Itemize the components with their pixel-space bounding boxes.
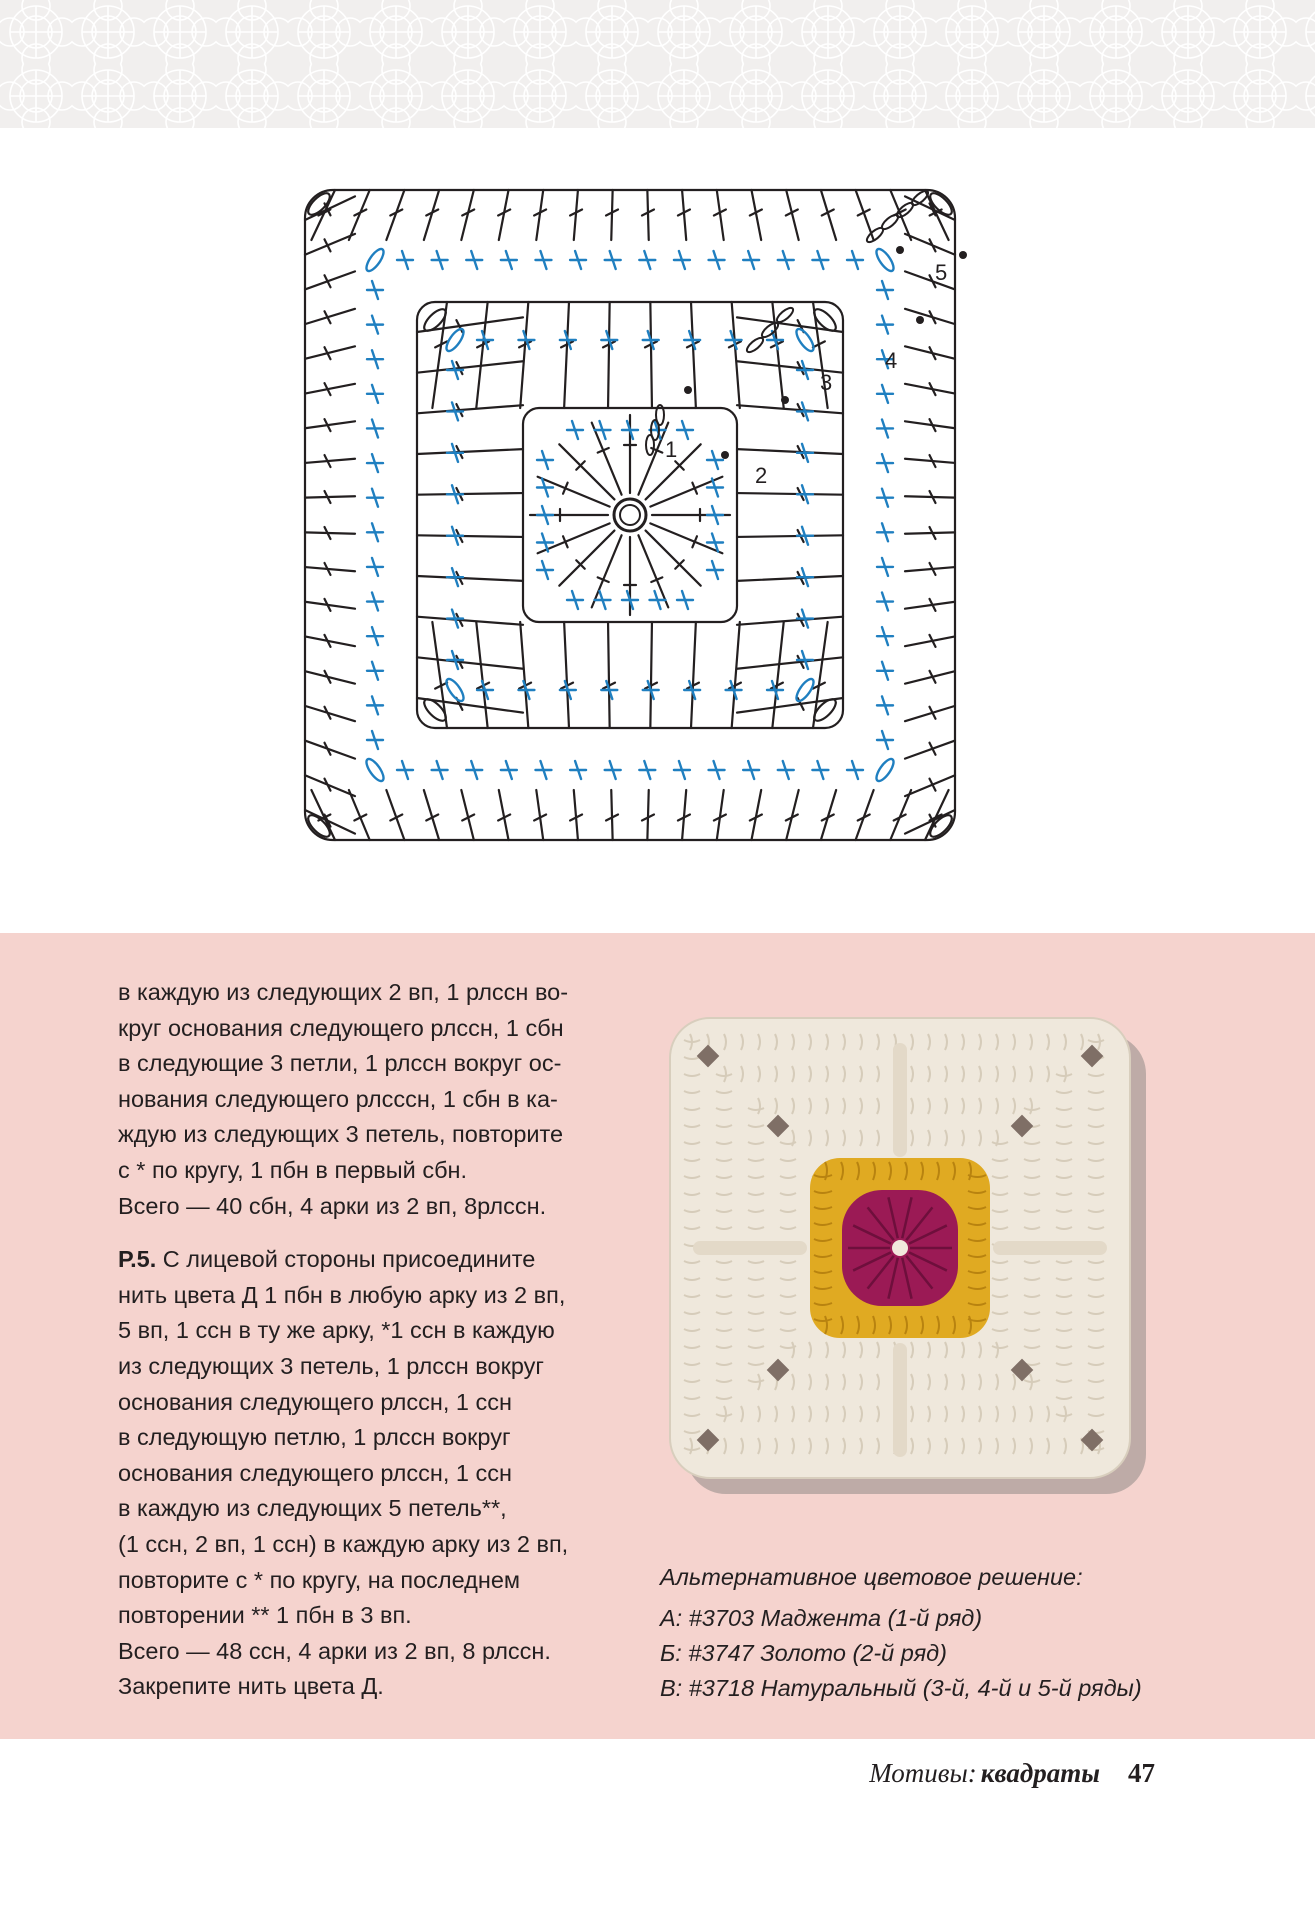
crochet-chart-diagram bbox=[295, 180, 995, 856]
caption-title: Альтернативное цветовое решение: bbox=[660, 1564, 1083, 1590]
row-label-2: 2 bbox=[755, 463, 768, 488]
instruction-line: в следующую петлю, 1 рлссн вокруг bbox=[118, 1424, 511, 1451]
instruction-line: Всего — 48 ссн, 4 арки из 2 вп, 8 рлссн. bbox=[118, 1637, 551, 1664]
center-hole bbox=[892, 1240, 908, 1256]
instruction-line: основания следующего рлссн, 1 ссн bbox=[118, 1459, 513, 1486]
pattern-instructions bbox=[118, 975, 638, 1705]
footer-topic: квадраты bbox=[980, 1758, 1100, 1788]
outer-row-frame bbox=[305, 190, 955, 840]
lace-pattern bbox=[0, 0, 1315, 128]
instruction-block-1 bbox=[118, 975, 638, 1224]
instruction-line: повторении ** 1 пбн в 3 вп. bbox=[118, 1602, 412, 1629]
crochet-square-photo bbox=[660, 1010, 1165, 1515]
caption-line: Б: #3747 Золото (2-й ряд) bbox=[660, 1640, 947, 1666]
decorative-header-band bbox=[0, 0, 1315, 128]
instruction-line: в следующие 3 петли, 1 рлссн вокруг ос- bbox=[118, 1050, 562, 1077]
row-label-4: 4 bbox=[885, 348, 898, 373]
row-label-5: 5 bbox=[935, 260, 948, 285]
instruction-line: основания следующего рлссн, 1 ссн bbox=[118, 1388, 513, 1415]
instruction-line: 5 вп, 1 ссн в ту же арку, *1 ссн в каждую bbox=[118, 1317, 555, 1344]
instruction-line: Закрепите нить цвета Д. bbox=[118, 1673, 384, 1700]
row-start-chains bbox=[646, 189, 930, 455]
instruction-line: круг основания следующего рлссн, 1 сбн bbox=[118, 1014, 564, 1041]
color-alternative-caption bbox=[660, 1560, 1220, 1706]
running-footer bbox=[869, 1758, 1100, 1798]
instruction-line: повторите с * по кругу, на последнем bbox=[118, 1566, 521, 1593]
instruction-line: нования следующего рлсссн, 1 сбн в ка- bbox=[118, 1085, 558, 1112]
row5-first-line bbox=[118, 1242, 638, 1278]
row5-label: Р.5. bbox=[118, 1246, 157, 1273]
instruction-line: (1 ссн, 2 вп, 1 ссн) в каждую арку из 2 вп, bbox=[118, 1530, 569, 1557]
instruction-block-2 bbox=[118, 1278, 638, 1705]
footer-section: Мотивы: bbox=[869, 1758, 977, 1788]
instruction-line: ждую из следующих 3 петель, повторите bbox=[118, 1121, 564, 1148]
black-stitches bbox=[305, 190, 955, 840]
instruction-line: Всего — 40 сбн, 4 арки из 2 вп, 8рлссн. bbox=[118, 1192, 547, 1219]
instruction-line: в каждую из следующих 5 петель**, bbox=[118, 1495, 507, 1522]
join-dot bbox=[684, 386, 692, 394]
row-label-3: 3 bbox=[820, 370, 833, 395]
instruction-line: из следующих 3 петель, 1 рлссн вокруг bbox=[118, 1352, 544, 1379]
join-dot bbox=[896, 246, 904, 254]
join-dot bbox=[959, 251, 967, 259]
magic-ring-inner bbox=[620, 505, 640, 525]
instruction-line: с * по кругу, 1 пбн в первый сбн. bbox=[118, 1156, 468, 1183]
join-dot bbox=[781, 396, 789, 404]
caption-line: А: #3703 Маджента (1-й ряд) bbox=[660, 1605, 983, 1631]
instruction-line: нить цвета Д 1 пбн в любую арку из 2 вп, bbox=[118, 1281, 566, 1308]
page-number: 47 bbox=[1128, 1758, 1155, 1788]
join-dot bbox=[916, 316, 924, 324]
caption-lines bbox=[660, 1601, 1220, 1706]
join-dot bbox=[721, 451, 729, 459]
magic-ring bbox=[614, 499, 646, 531]
caption-line: В: #3718 Натуральный (3-й, 4-й и 5-й ряды) bbox=[660, 1675, 1142, 1701]
row-label-1: 1 bbox=[665, 437, 678, 462]
instruction-line: в каждую из следующих 2 вп, 1 рлссн во- bbox=[118, 979, 569, 1005]
row5-first-line-text: С лицевой стороны присоедините bbox=[156, 1246, 536, 1273]
